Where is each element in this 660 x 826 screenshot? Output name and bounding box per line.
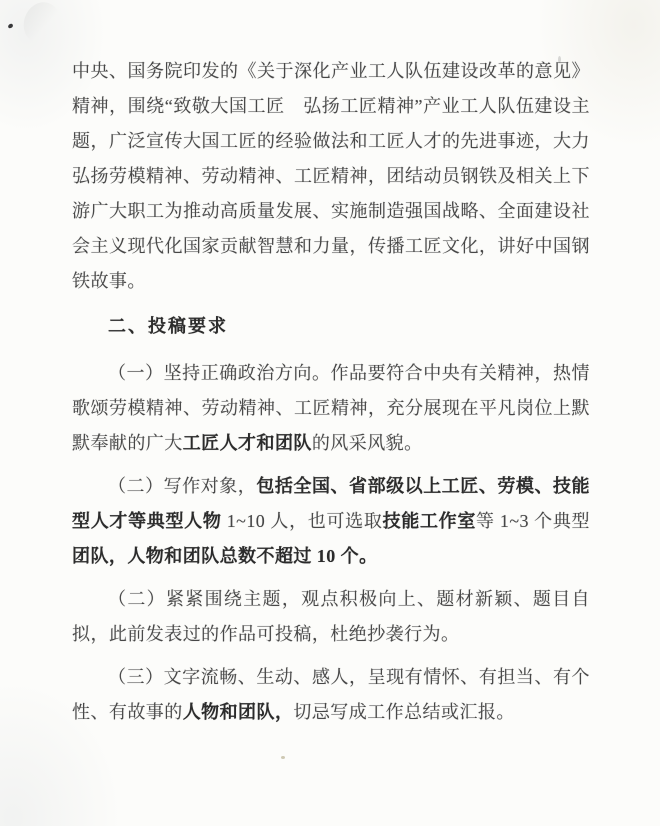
bold-text-segment: 工匠人才和团队 (182, 433, 312, 453)
paragraph-requirement-2 (72, 469, 590, 574)
text-segment: 中央、国务院印发的《关于深化产业工人队伍建设改革的意见》精神，围绕“致敬大国工匠 弘扬工匠精神”产业工人队伍建设主题，广泛宣传大国工匠的经验做法和工匠人才的先进事迹，大力弘扬劳模精神、劳动精神、工匠精神，团结动员钢铁及相关上下游广大职工为推动高质量发展、实施制造强国战略、全面建设社会主义现代化国家贡献智慧和力量，传播工匠文化，讲好中国钢铁故事。 (72, 61, 590, 291)
bold-text-segment: 二、投稿要求 (108, 316, 228, 336)
section-heading (72, 309, 590, 344)
bold-text-segment: 人物和团队， (182, 702, 294, 722)
text-segment: 的风采风貌。 (311, 433, 423, 453)
text-segment: 等 1~3 个典型 (476, 511, 590, 531)
text-segment: （一）坚持正确政治方向。作品要符合中央有关精神，热情歌颂劳模精神、劳动精神、工匠精神，充分展现在平凡岗位上默默奉献的广大 (72, 363, 590, 453)
paragraph-requirement-1 (72, 356, 590, 461)
bold-text-segment: 团队，人物和团队总数不超过 10 个。 (72, 546, 378, 566)
bold-text-segment: 技能工作室 (382, 511, 477, 531)
text-segment: 切忌写成工作总结或汇报。 (293, 702, 515, 722)
bold-text-segment: 包括全国、省部级以上工匠、劳模、技能型人才等典型人物 (72, 476, 590, 531)
text-segment: 1~10 人，也可选取 (221, 511, 383, 531)
text-segment: （二）紧紧围绕主题，观点积极向上、题材新颖、题目自拟，此前发表过的作品可投稿，杜绝抄袭行为。 (72, 589, 590, 644)
text-segment: （三）文字流畅、生动、感人，呈现有情怀、有担当、有个性、有故事的 (72, 667, 590, 722)
paragraph-continuation (72, 54, 590, 299)
text-segment: （二）写作对象， (108, 476, 257, 496)
paragraph-requirement-3 (72, 582, 590, 652)
scan-speck (281, 756, 285, 759)
document-text-block (72, 54, 590, 738)
paragraph-requirement-4 (72, 660, 590, 730)
